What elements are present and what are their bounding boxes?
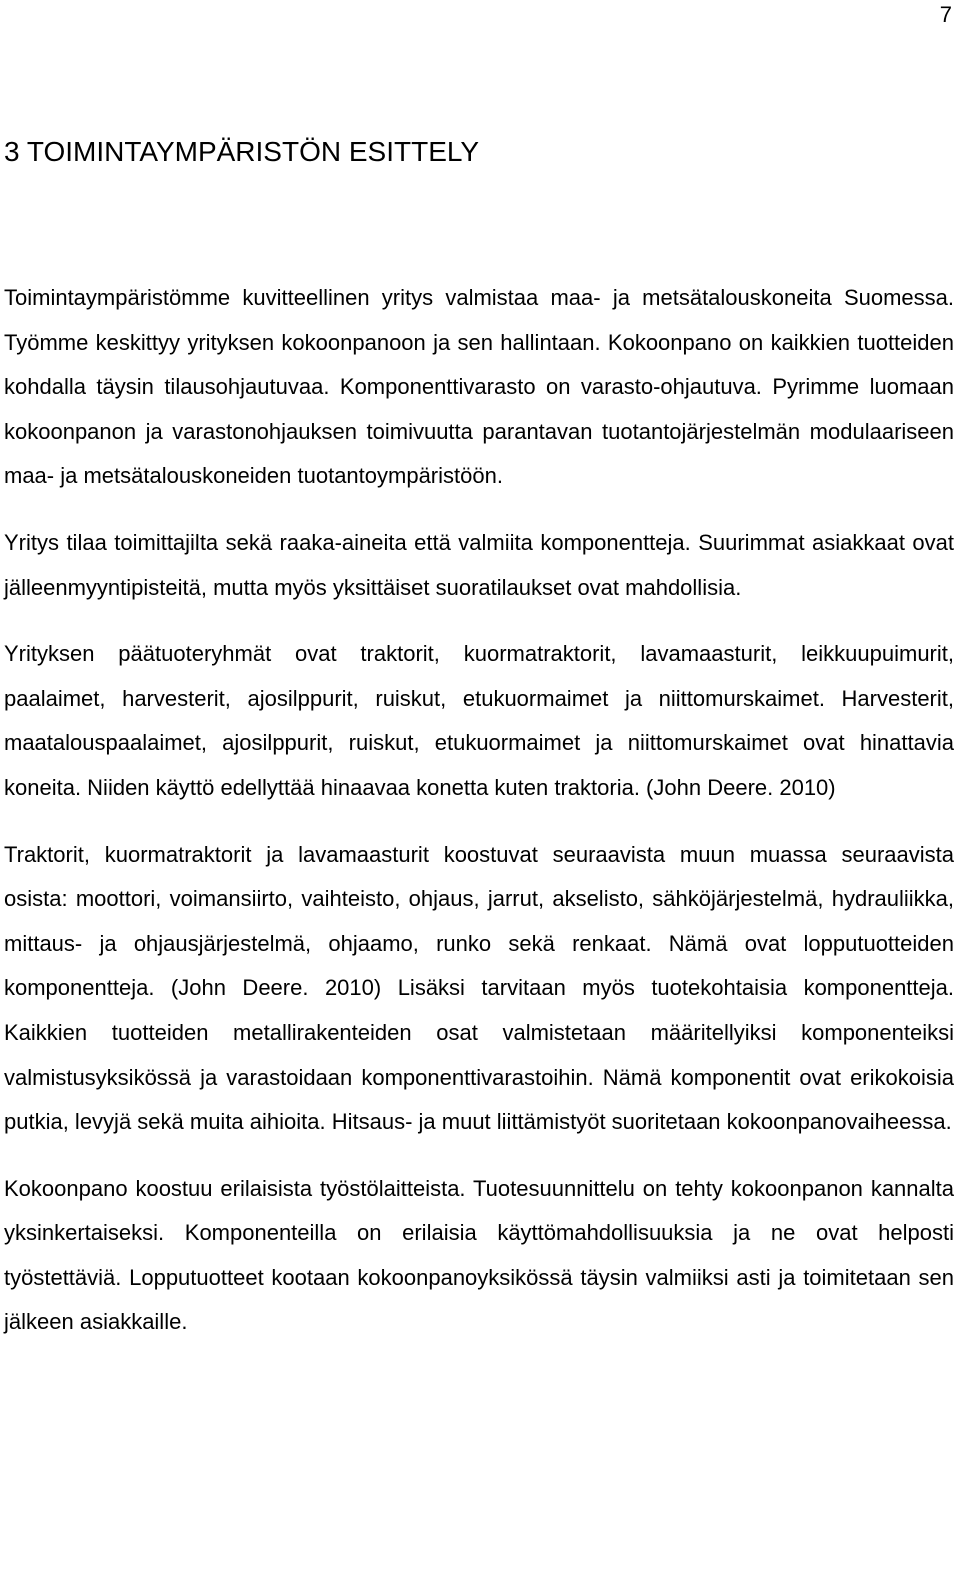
section-heading: 3 TOIMINTAYMPÄRISTÖN ESITTELY [4,136,480,167]
paragraph-3: Yrityksen päätuoteryhmät ovat traktorit, kuormatraktorit, lavamaasturit, leikkuupuimurit, paalaimet, harvesterit, ajosilppurit, ruiskut, etukuormaimet ja niittomurskaimet. Harvesterit, maatalouspaalaimet, ajosilppurit, ruiskut, etukuormaimet ja niittomurskaimet ovat hinattavia koneita. Niiden käyttö edellyttää hinaavaa konetta kuten traktoria. (John Deere. 2010) [4,641,954,800]
paragraph-5: Kokoonpano koostuu erilaisista työstölaitteista. Tuotesuunnittelu on tehty kokoonpanon kannalta yksinkertaiseksi. Komponenteilla on erilaisia käyttömahdollisuuksia ja ne ovat helposti työstettäviä. Lopputuotteet kootaan kokoonpanoyksikössä täysin valmiiksi asti ja toimitetaan sen jälkeen asiakkaille. [4,1175,954,1335]
page-number: 7 [939,2,952,27]
paragraph-4: Traktorit, kuormatraktorit ja lavamaasturit koostuvat seuraavista muun muassa seuraavista osista: moottori, voimansiirto, vaihteisto, ohjaus, jarrut, akselisto, sähköjärjestelmä, hydrauliikka, mittaus- ja ohjausjärjestelmä, ohjaamo, runko sekä renkaat. Nämä ovat lopputuotteiden komponentteja. (John Deere. 2010) Lisäksi tarvitaan myös tuotekohtaisia komponentteja. Kaikkien tuotteiden metallirakenteiden osat valmistetaan määritellyiksi komponenteiksi valmistusyksikössä ja varastoidaan komponenttivarastoihin. Nämä komponentit ovat erikokoisia putkia, levyjä sekä muita aihioita. Hitsaus- ja muut liittämistyöt suoritetaan kokoonpanovaiheessa. [4,841,954,1135]
paragraph-1: Toimintaympäristömme kuvitteellinen yritys valmistaa maa- ja metsätalouskoneita Suomessa. Työmme keskittyy yrityksen kokoonpanoon ja sen hallintaan. Kokoonpano on kaikkien tuotteiden kohdalla täysin tilausohjautuvaa. Komponenttivarasto on varasto-ohjautuva. Pyrimme luomaan kokoonpanon ja varastonohjauksen toimivuutta parantavan tuotantojärjestelmän modulaariseen maa- ja metsätalouskoneiden tuotantoympäristöön. [4,285,954,489]
paragraph-2: Yritys tilaa toimittajilta sekä raaka-aineita että valmiita komponentteja. Suurimmat asiakkaat ovat jälleenmyyntipisteitä, mutta myös yksittäiset suoratilaukset ovat mahdollisia. [4,529,954,600]
body-text [4,276,954,1367]
